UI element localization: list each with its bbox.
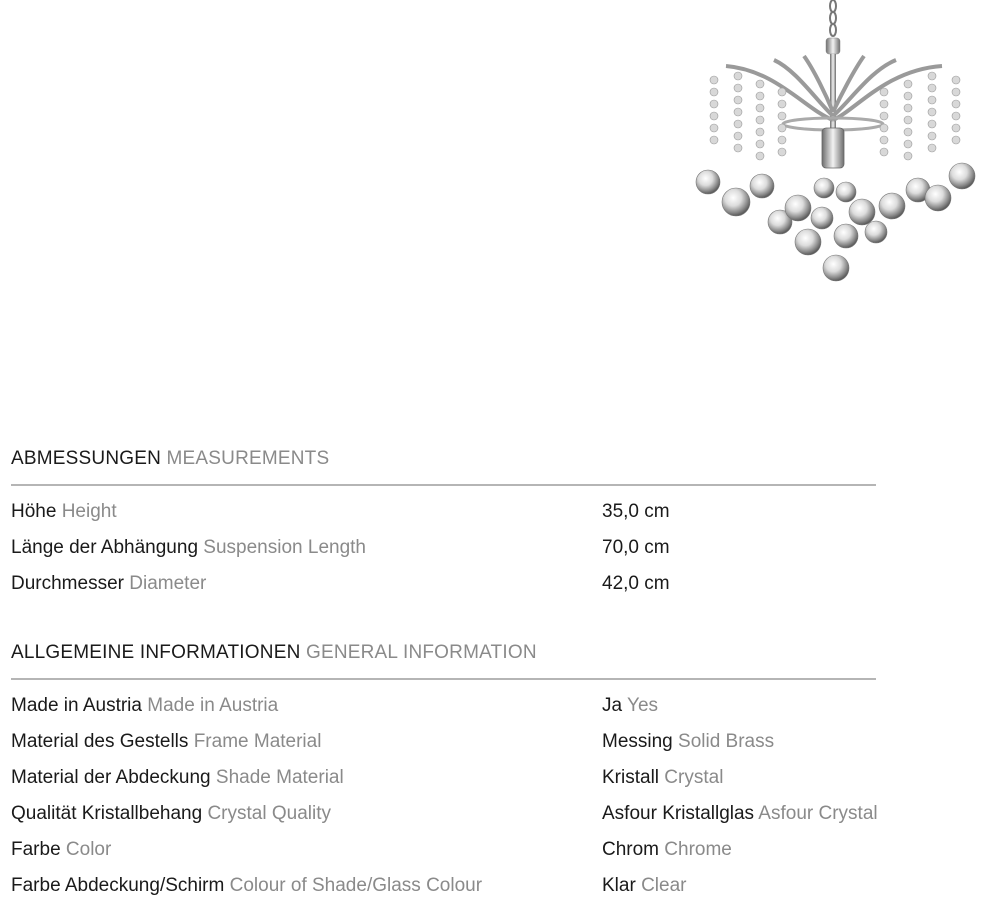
measurements-section xyxy=(11,444,876,602)
spec-row-height xyxy=(11,494,876,530)
measurements-divider xyxy=(11,484,876,486)
info-label-en: Colour of Shade/Glass Colour xyxy=(229,875,483,896)
info-label-de: Farbe Abdeckung/Schirm xyxy=(11,875,225,896)
info-value-en: Crystal xyxy=(664,767,724,788)
info-value-de: Asfour Kristallglas xyxy=(602,803,755,824)
info-label xyxy=(11,832,111,868)
info-row-shade-colour xyxy=(11,868,876,904)
info-label-en: Crystal Quality xyxy=(207,803,331,824)
info-label-de: Qualität Kristallbehang xyxy=(11,803,203,824)
general-divider xyxy=(11,678,876,680)
info-label xyxy=(11,724,321,760)
general-heading xyxy=(11,638,876,668)
spec-row-suspension-length xyxy=(11,530,876,566)
info-row-shade-material xyxy=(11,760,876,796)
info-row-made-in-austria xyxy=(11,688,876,724)
info-row-color xyxy=(11,832,876,868)
info-label xyxy=(11,796,331,832)
info-value xyxy=(602,868,686,904)
info-label-de: Material der Abdeckung xyxy=(11,767,211,788)
info-label-en: Frame Material xyxy=(193,731,322,752)
general-heading-en: GENERAL INFORMATION xyxy=(305,642,537,663)
info-value-en: Solid Brass xyxy=(678,731,775,752)
info-value-en: Yes xyxy=(627,695,659,716)
measurements-heading-de: ABMESSUNGEN xyxy=(11,448,162,469)
info-label-en: Color xyxy=(65,839,112,860)
info-value xyxy=(602,796,878,832)
spec-label xyxy=(11,530,366,566)
spec-label-en: Diameter xyxy=(129,573,207,594)
info-label xyxy=(11,760,344,796)
info-row-crystal-quality xyxy=(11,796,876,832)
info-value-de: Chrom xyxy=(602,839,660,860)
measurements-heading xyxy=(11,444,876,474)
info-value xyxy=(602,724,774,760)
info-value-de: Messing xyxy=(602,731,673,752)
general-information-section xyxy=(11,638,876,904)
spec-label-de: Länge der Abhängung xyxy=(11,537,199,558)
info-value xyxy=(602,688,658,724)
spec-label-en: Suspension Length xyxy=(203,537,366,558)
info-label-de: Farbe xyxy=(11,839,61,860)
spec-label xyxy=(11,494,117,530)
measurements-heading-en: MEASUREMENTS xyxy=(166,448,330,469)
spec-label-de: Höhe xyxy=(11,501,57,522)
info-value xyxy=(602,832,732,868)
spec-label-de: Durchmesser xyxy=(11,573,124,594)
spec-label xyxy=(11,566,206,602)
spec-label-en: Height xyxy=(61,501,117,522)
info-label xyxy=(11,688,278,724)
info-label-en: Made in Austria xyxy=(147,695,279,716)
info-label-en: Shade Material xyxy=(215,767,344,788)
spec-value: 35,0 cm xyxy=(602,501,670,522)
info-value xyxy=(602,760,723,796)
info-row-frame-material xyxy=(11,724,876,760)
info-value-de: Kristall xyxy=(602,767,660,788)
info-value-en: Clear xyxy=(641,875,687,896)
spec-value: 70,0 cm xyxy=(602,537,670,558)
info-label-de: Material des Gestells xyxy=(11,731,189,752)
info-value-de: Klar xyxy=(602,875,636,896)
info-value-de: Ja xyxy=(602,695,623,716)
general-heading-de: ALLGEMEINE INFORMATIONEN xyxy=(11,642,301,663)
info-value-en: Chrome xyxy=(664,839,732,860)
info-label xyxy=(11,868,482,904)
chandelier-image xyxy=(686,0,982,292)
spec-value: 42,0 cm xyxy=(602,573,670,594)
info-value-en: Asfour Crystal xyxy=(758,803,878,824)
spec-row-diameter xyxy=(11,566,876,602)
info-label-de: Made in Austria xyxy=(11,695,142,716)
